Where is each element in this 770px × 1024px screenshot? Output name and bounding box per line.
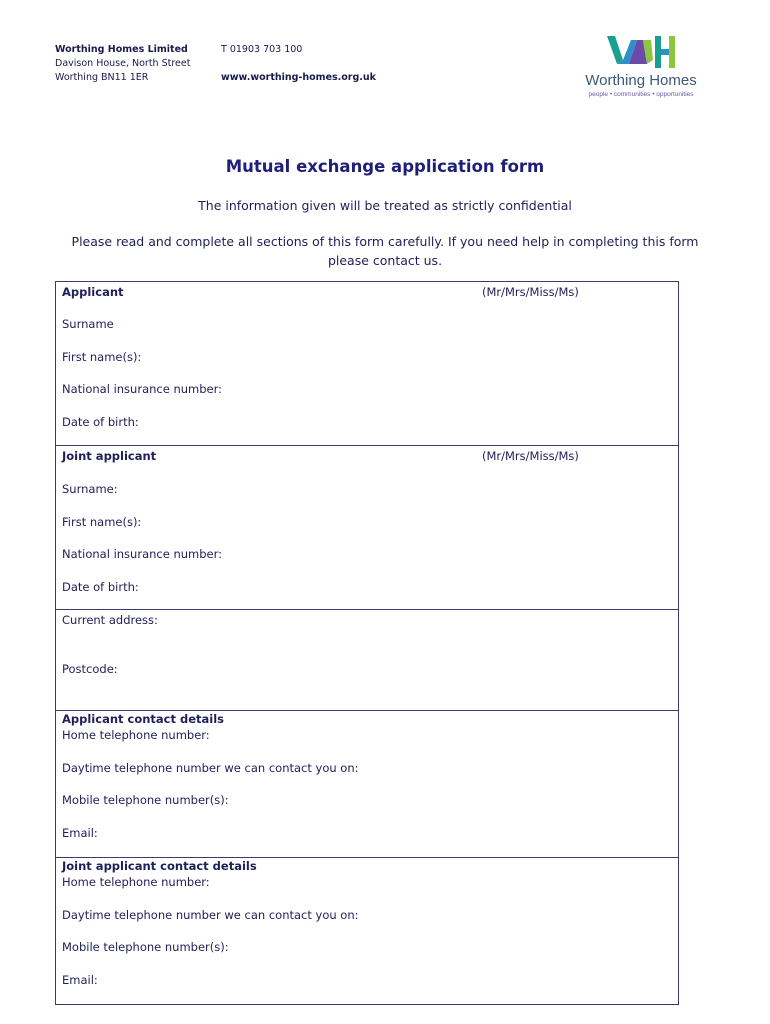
joint-contact-section bbox=[56, 857, 678, 1004]
phone-number: T 01903 703 100 bbox=[221, 44, 303, 55]
joint-email-field[interactable]: Email: bbox=[62, 973, 98, 987]
current-address-field[interactable]: Current address: bbox=[62, 613, 158, 627]
joint-applicant-first-names-field[interactable]: First name(s): bbox=[62, 515, 142, 529]
applicant-mobile-field[interactable]: Mobile telephone number(s): bbox=[62, 793, 229, 807]
applicant-first-names-field[interactable]: First name(s): bbox=[62, 350, 142, 364]
address-section bbox=[56, 609, 678, 710]
joint-contact-heading: Joint applicant contact details bbox=[62, 859, 257, 873]
form-instructions: Please read and complete all sections of this form carefully. If you need help in completing this form please contact us. bbox=[71, 234, 699, 268]
joint-applicant-heading: Joint applicant bbox=[62, 449, 157, 463]
applicant-dob-field[interactable]: Date of birth: bbox=[62, 415, 139, 429]
application-form-table bbox=[55, 281, 679, 1005]
website-link[interactable]: www.worthing-homes.org.uk bbox=[221, 72, 376, 83]
address-line-2: Worthing BN11 1ER bbox=[55, 72, 149, 83]
applicant-section bbox=[56, 282, 678, 445]
organisation-address bbox=[55, 43, 190, 85]
form-title: Mutual exchange application form bbox=[225, 157, 545, 176]
applicant-title-options[interactable]: (Mr/Mrs/Miss/Ms) bbox=[482, 285, 579, 299]
joint-applicant-surname-field[interactable]: Surname: bbox=[62, 482, 118, 496]
applicant-home-phone-field[interactable]: Home telephone number: bbox=[62, 728, 210, 742]
joint-home-phone-field[interactable]: Home telephone number: bbox=[62, 875, 210, 889]
logo-tagline: people • communities • opportunities bbox=[588, 91, 694, 98]
applicant-email-field[interactable]: Email: bbox=[62, 826, 98, 840]
worthing-homes-logo bbox=[585, 34, 697, 102]
joint-daytime-phone-field[interactable]: Daytime telephone number we can contact you on: bbox=[62, 908, 359, 922]
joint-applicant-title-options[interactable]: (Mr/Mrs/Miss/Ms) bbox=[482, 449, 579, 463]
postcode-field[interactable]: Postcode: bbox=[62, 662, 118, 676]
applicant-daytime-phone-field[interactable]: Daytime telephone number we can contact you on: bbox=[62, 761, 359, 775]
organisation-contact bbox=[221, 43, 376, 85]
applicant-contact-heading: Applicant contact details bbox=[62, 712, 225, 726]
logo-mark-icon bbox=[607, 34, 675, 70]
joint-applicant-dob-field[interactable]: Date of birth: bbox=[62, 580, 139, 594]
confidentiality-note: The information given will be treated as strictly confidential bbox=[198, 198, 572, 213]
joint-mobile-field[interactable]: Mobile telephone number(s): bbox=[62, 940, 229, 954]
joint-applicant-ni-number-field[interactable]: National insurance number: bbox=[62, 547, 223, 561]
organisation-name: Worthing Homes Limited bbox=[55, 44, 188, 55]
applicant-surname-field[interactable]: Surname bbox=[62, 317, 114, 331]
logo-name: Worthing Homes bbox=[585, 72, 697, 89]
joint-applicant-section bbox=[56, 445, 678, 609]
applicant-contact-section bbox=[56, 710, 678, 857]
applicant-heading: Applicant bbox=[62, 285, 124, 299]
applicant-ni-number-field[interactable]: National insurance number: bbox=[62, 382, 223, 396]
address-line-1: Davison House, North Street bbox=[55, 58, 191, 69]
